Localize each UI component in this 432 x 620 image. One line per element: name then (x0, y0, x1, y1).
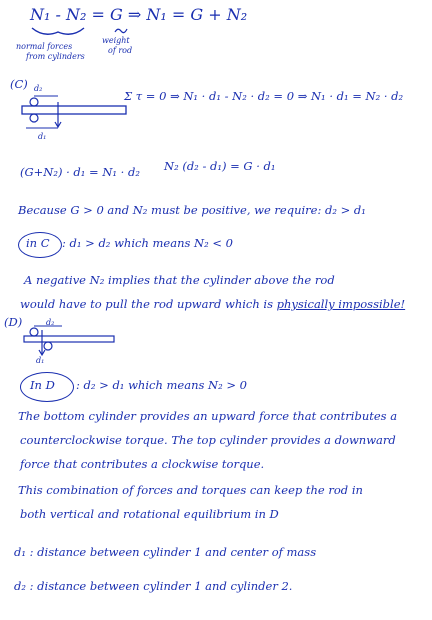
figure-c-rod (20, 92, 130, 132)
definition-d2: d₂ : distance between cylinder 1 and cylinder 2. (14, 579, 293, 593)
para2-line-2: both vertical and rotational equilibrium in D (20, 507, 279, 521)
fig-c-d1: d₁ (38, 132, 47, 141)
note-weight-2: of rod (108, 46, 133, 55)
equation-torque: Σ τ = 0 ⇒ N₁ · d₁ - N₂ · d₂ = 0 ⇒ N₁ · d₁ = N₂ · d₂ (124, 89, 404, 103)
figure-d-rod (22, 324, 118, 358)
in-d-label: In D (30, 378, 55, 392)
para1-line-3: force that contributes a clockwise torque. (20, 457, 265, 471)
equation-substitution-2: N₂ (d₂ - d₁) = G · d₁ (164, 159, 276, 173)
brace-under-normal-forces (28, 24, 88, 38)
note-normal-forces-2: from cylinders (26, 52, 85, 61)
para1-line-2: counterclockwise torque. The top cylinder provides a downward (20, 433, 396, 447)
equation-force-balance: N₁ - N₂ = G ⇒ N₁ = G + N₂ (30, 5, 248, 24)
negative-line-1: A negative N₂ implies that the cylinder above the rod (24, 273, 335, 287)
note-weight-1: weight (102, 36, 130, 45)
para2-line-1: This combination of forces and torques can keep the rod in (18, 483, 363, 497)
in-c-label: in C (26, 236, 50, 250)
definition-d1: d₁ : distance between cylinder 1 and center of mass (14, 545, 317, 559)
note-normal-forces-1: normal forces (16, 42, 73, 51)
label-d: (D) (4, 315, 23, 329)
equation-substitution: (G+N₂) · d₁ = N₁ · d₂ (20, 165, 140, 179)
because-line: Because G > 0 and N₂ must be positive, we require: d₂ > d₁ (18, 203, 366, 217)
tilde-under-g (114, 26, 128, 36)
negative-line-2: would have to pull the rod upward which is physically impossible! (20, 297, 406, 311)
in-c-conclusion: : d₁ > d₂ which means N₂ < 0 (62, 236, 233, 250)
para1-line-1: The bottom cylinder provides an upward force that contributes a (18, 409, 398, 423)
in-d-conclusion: : d₂ > d₁ which means N₂ > 0 (76, 378, 247, 392)
fig-d-d1: d₁ (36, 356, 45, 365)
fig-c-d2: d₂ (34, 84, 43, 93)
physically-impossible: physically impossible! (276, 297, 406, 311)
label-c: (C) (10, 77, 28, 91)
fig-d-d2: d₂ (46, 318, 55, 327)
